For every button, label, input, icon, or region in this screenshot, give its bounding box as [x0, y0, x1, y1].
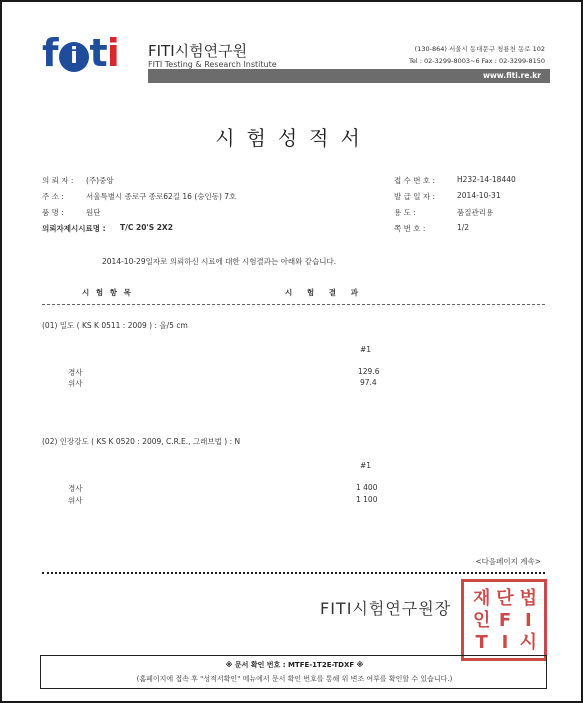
document-title: 시험성적서: [215, 126, 372, 150]
institute-address: (130-864) 서울시 동대문구 청룡천 동로 102: [414, 45, 545, 53]
row-value: 1 100: [356, 495, 378, 504]
column-header-result: 시 험 결 과: [285, 288, 364, 297]
seal-glyph: I: [524, 610, 532, 631]
continued-note: <다음페이지 계속>: [475, 557, 541, 566]
seal-glyph: I: [501, 632, 509, 653]
field-address-label: 주 소 :: [42, 192, 64, 201]
signature-text: FITI시험연구원장: [320, 599, 452, 618]
official-seal-icon: [461, 579, 547, 661]
logo-circle-icon: i: [59, 42, 89, 72]
row-label: 위사: [68, 379, 83, 388]
field-purpose-value: 품질관리용: [457, 208, 494, 217]
field-page-label: 쪽 번 호 :: [394, 224, 426, 233]
institute-phone: Tel : 02-3299-8003~6 Fax : 02-3299-8150: [408, 57, 545, 65]
field-receipt-label: 접 수 번 호 :: [394, 176, 436, 185]
fiti-logo: f i ti: [42, 31, 119, 75]
field-sample-label: 의뢰자제시시료명 :: [42, 224, 106, 233]
verification-number: ※ 문서 확인 번호 : MTFE-1T2E-TDXF ※: [225, 661, 364, 669]
seal-glyph: 인: [472, 610, 491, 631]
institute-name-en: FITI Testing & Research Institute: [148, 60, 277, 69]
seal-glyphs: [470, 588, 540, 654]
row-value: 129.6: [358, 367, 380, 376]
field-address-value: 서울특별시 종로구 종로62길 16 (숭인동) 7호: [86, 192, 237, 201]
row-label: 위사: [68, 496, 83, 505]
column-header-item: 시 험 항 목: [82, 288, 133, 297]
sample-header: #1: [360, 345, 372, 354]
row-value: 1 400: [356, 483, 378, 492]
test-name: (01) 밀도 ( KS K 0511 : 2009 ) : 올/5 cm: [42, 321, 188, 330]
row-label: 경사: [68, 484, 83, 493]
field-product-value: 원단: [86, 208, 101, 217]
website-link[interactable]: www.fiti.re.kr: [482, 71, 541, 80]
sample-header: #1: [360, 461, 372, 470]
row-value: 97.4: [360, 378, 377, 387]
field-page-value: 1/2: [457, 223, 470, 232]
field-issue-date-value: 2014-10-31: [457, 191, 501, 200]
verification-note: (홈페이지에 접속 후 "성적서확인" 메뉴에서 문서 확인 번호를 통해 위 변조 여부를 확인할 수 있습니다.): [136, 675, 453, 683]
field-receipt-value: H232-14-18440: [457, 175, 516, 184]
row-label: 경사: [68, 368, 83, 377]
seal-glyph: 재: [472, 588, 491, 609]
field-client-value: (주)중앙: [86, 176, 114, 185]
field-sample-value: T/C 20'S 2X2: [120, 223, 173, 232]
field-client-label: 의 뢰 자 :: [42, 176, 74, 185]
seal-glyph: T: [475, 632, 488, 653]
footer-divider: [42, 572, 545, 574]
seal-glyph: 단: [496, 588, 514, 609]
verification-box: [40, 655, 547, 689]
seal-glyph: F: [498, 610, 512, 631]
seal-glyph: 법: [519, 588, 538, 609]
institute-name-kr: FITI시험연구원: [148, 42, 248, 60]
test-name: (02) 인장강도 ( KS K 0520 : 2009, C.R.E., 그래브법 ) : N: [42, 437, 241, 446]
intro-text: 2014-10-29일자로 의뢰하신 시료에 대한 시험결과는 아래와 같습니다.: [102, 257, 337, 266]
seal-glyph: 시: [519, 632, 538, 653]
field-purpose-label: 용 도 :: [394, 208, 416, 217]
field-product-label: 품 명 :: [42, 208, 64, 217]
header-divider: [42, 304, 545, 305]
field-issue-date-label: 발 급 일 자 :: [394, 192, 436, 201]
